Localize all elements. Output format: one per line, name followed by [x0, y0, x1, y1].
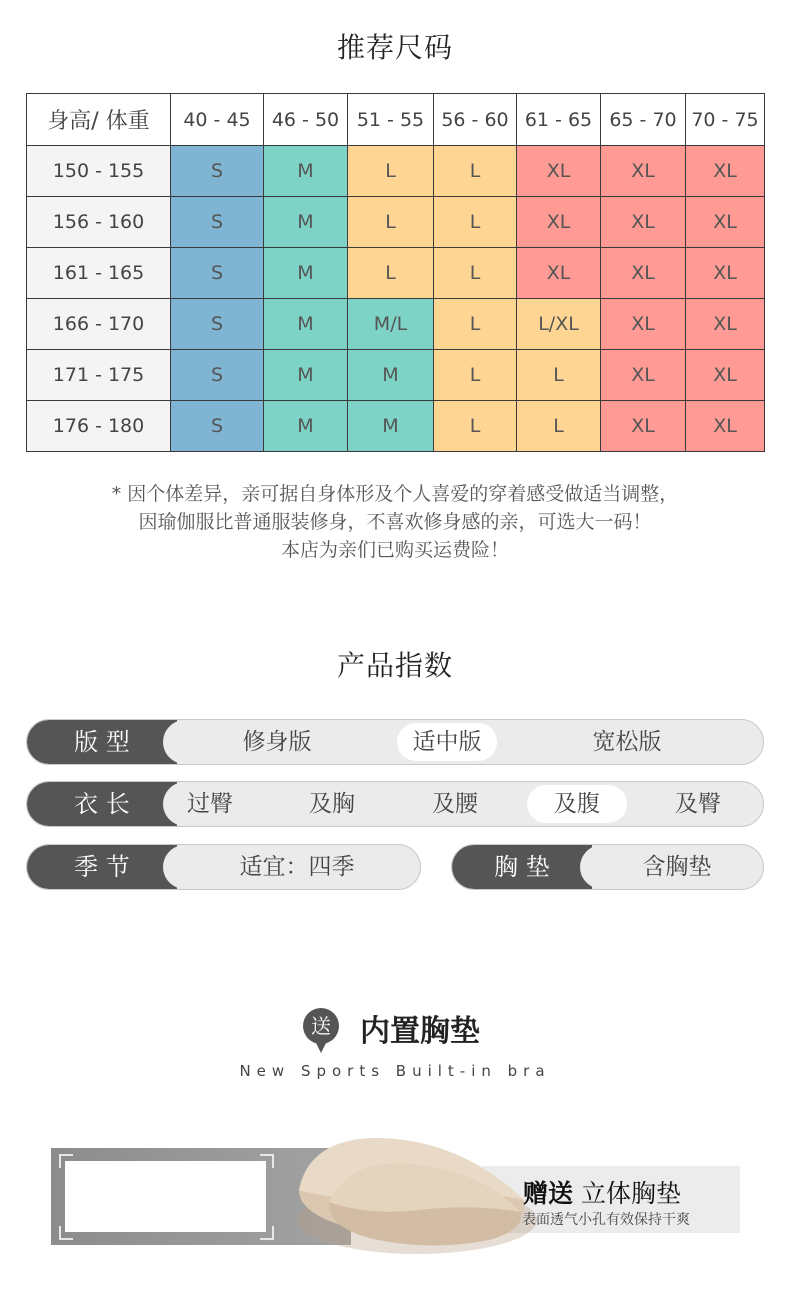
size-cell: L	[434, 299, 517, 350]
frame-corner	[59, 1226, 73, 1240]
size-chart-title: 推荐尺码	[336, 31, 453, 64]
bra-promo-banner	[51, 1148, 740, 1245]
season-label: 季 节	[27, 845, 177, 889]
size-cell: XL	[517, 146, 601, 197]
length-option-selected: 及腹	[527, 785, 627, 823]
height-range: 161 - 165	[27, 248, 171, 299]
size-cell: XL	[686, 197, 765, 248]
size-cell: L	[434, 350, 517, 401]
table-header-row	[27, 94, 765, 146]
size-cell: S	[171, 350, 264, 401]
size-cell: L/XL	[517, 299, 601, 350]
size-cell: L	[434, 146, 517, 197]
size-cell: XL	[686, 248, 765, 299]
size-cell: M	[264, 146, 348, 197]
length-option: 及臀	[675, 791, 721, 817]
size-cell: S	[171, 146, 264, 197]
product-index-title: 产品指数	[336, 649, 453, 682]
table-row	[27, 299, 765, 350]
size-cell: L	[434, 248, 517, 299]
table-row	[27, 401, 765, 452]
size-cell: XL	[601, 350, 686, 401]
length-label: 衣 长	[27, 782, 177, 826]
note-line: 本店为亲们已购买运费险！	[280, 539, 509, 561]
size-cell: XL	[686, 299, 765, 350]
season-value: 适宜：四季	[239, 854, 355, 880]
season-index-bar	[26, 844, 421, 890]
gift-badge: 送	[303, 1008, 339, 1044]
size-cell: XL	[517, 197, 601, 248]
chest-pad-label: 胸 垫	[452, 845, 592, 889]
weight-range-header: 46 - 50	[264, 94, 348, 146]
size-cell: L	[348, 248, 434, 299]
size-cell: M/L	[348, 299, 434, 350]
table-row	[27, 146, 765, 197]
size-cell: M	[264, 248, 348, 299]
promo-text: 立体胸垫	[580, 1179, 681, 1208]
note-line: 因瑜伽服比普通服装修身，不喜欢修身感的亲，可选大一码！	[138, 511, 652, 533]
size-cell: S	[171, 248, 264, 299]
note-line: * 因个体差异，亲可据自身体形及个人喜爱的穿着感受做适当调整，	[111, 483, 679, 505]
weight-range-header: 65 - 70	[601, 94, 686, 146]
size-cell: XL	[601, 197, 686, 248]
bra-section-title: 内置胸垫	[360, 1014, 480, 1049]
height-range: 176 - 180	[27, 401, 171, 452]
weight-range-header: 40 - 45	[171, 94, 264, 146]
length-option: 及腰	[432, 791, 478, 817]
height-range: 171 - 175	[27, 350, 171, 401]
size-cell: XL	[601, 146, 686, 197]
table-row	[27, 197, 765, 248]
height-range: 150 - 155	[27, 146, 171, 197]
frame-corner	[260, 1154, 274, 1168]
fit-option-selected: 适中版	[397, 723, 497, 761]
chest-pad-index-bar	[451, 844, 764, 890]
size-cell: XL	[686, 401, 765, 452]
size-cell: L	[348, 146, 434, 197]
length-option: 及胸	[309, 791, 355, 817]
bra-pad-image	[289, 1130, 549, 1258]
size-cell: L	[348, 197, 434, 248]
fit-label: 版 型	[27, 720, 177, 764]
table-row	[27, 350, 765, 401]
weight-range-header: 70 - 75	[686, 94, 765, 146]
size-cell: M	[264, 401, 348, 452]
size-cell: M	[264, 197, 348, 248]
size-cell: L	[434, 197, 517, 248]
size-cell: XL	[517, 248, 601, 299]
promo-description: 表面透气小孔有效保持干爽	[522, 1212, 690, 1228]
height-range: 156 - 160	[27, 197, 171, 248]
table-row	[27, 248, 765, 299]
size-note	[0, 480, 790, 564]
size-chart-table	[26, 93, 765, 452]
promo-headline	[523, 1174, 681, 1210]
chest-pad-value: 含胸垫	[642, 854, 712, 880]
size-cell: XL	[686, 146, 765, 197]
size-cell: M	[264, 350, 348, 401]
size-cell: M	[348, 401, 434, 452]
size-cell: M	[264, 299, 348, 350]
size-cell: XL	[601, 248, 686, 299]
height-range: 166 - 170	[27, 299, 171, 350]
corner-header: 身高/ 体重	[27, 94, 171, 146]
weight-range-header: 51 - 55	[348, 94, 434, 146]
size-cell: XL	[601, 299, 686, 350]
frame-corner	[260, 1226, 274, 1240]
frame-corner	[59, 1154, 73, 1168]
size-cell: L	[434, 401, 517, 452]
fit-option: 修身版	[242, 729, 312, 755]
fit-index-bar	[26, 719, 764, 765]
fit-option: 宽松版	[592, 729, 662, 755]
promo-placeholder-box	[65, 1161, 266, 1232]
size-cell: S	[171, 197, 264, 248]
size-cell: M	[348, 350, 434, 401]
length-index-bar	[26, 781, 764, 827]
bra-section-subtitle: New Sports Built-in bra	[239, 1062, 551, 1080]
size-cell: L	[517, 401, 601, 452]
size-cell: S	[171, 299, 264, 350]
weight-range-header: 56 - 60	[434, 94, 517, 146]
size-cell: XL	[601, 401, 686, 452]
size-cell: S	[171, 401, 264, 452]
length-option: 过臀	[187, 791, 233, 817]
size-cell: XL	[686, 350, 765, 401]
size-cell: L	[517, 350, 601, 401]
promo-bold: 赠送	[523, 1179, 574, 1208]
weight-range-header: 61 - 65	[517, 94, 601, 146]
